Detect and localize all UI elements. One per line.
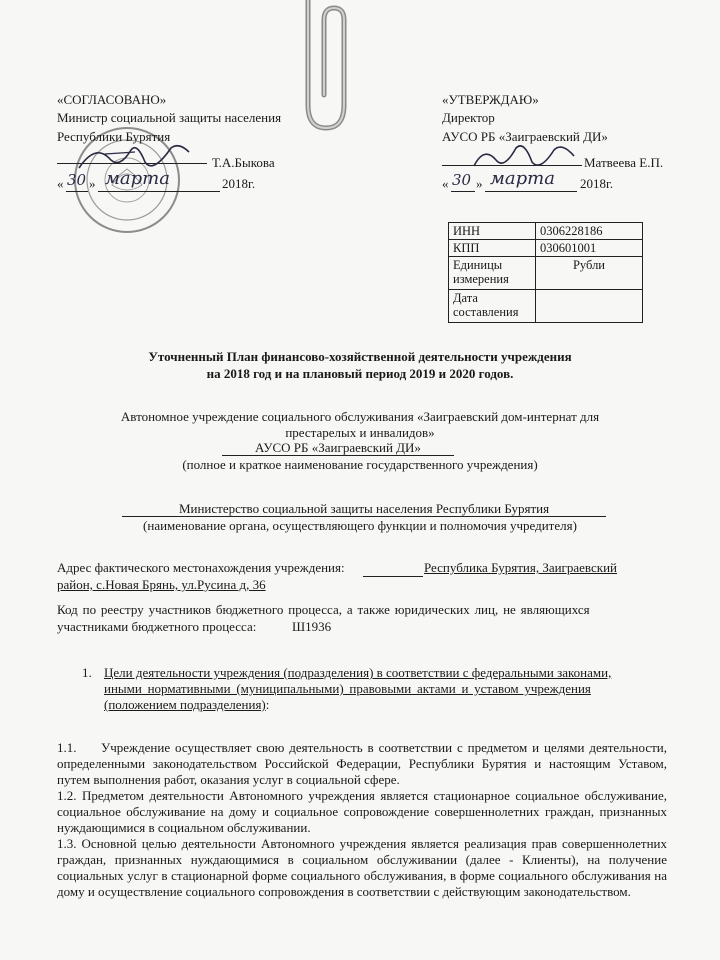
page-title-line1: Уточненный План финансово-хозяйственной деятельности учреждения [148, 349, 572, 364]
address-underline-pad [363, 576, 423, 577]
approval-right-date-day: 30 [452, 171, 472, 189]
approval-left-line1: Министр социальной защиты населения [57, 110, 282, 125]
approval-left-heading: «СОГЛАСОВАНО» [57, 92, 167, 107]
table-cell-label: Единицы измерения [449, 257, 536, 290]
section1-line2: иными нормативными (муниципальными) правовыми актами и уставом учреждения [104, 681, 591, 696]
approval-left-date-month: марта [105, 168, 170, 189]
page-title-line2: на 2018 год и на плановый период 2019 и 2020 годов. [206, 366, 514, 381]
section1-colon: : [265, 697, 270, 712]
section1-line3: (положением подразделения) [104, 697, 266, 712]
page-title [0, 348, 720, 382]
date-month-line-left [98, 191, 220, 192]
approval-right-heading: «УТВЕРЖДАЮ» [442, 92, 539, 107]
table-cell-value: 0306228186 [536, 223, 643, 240]
date-month-line-right [485, 191, 577, 192]
approval-left-name: Т.А.Быкова [212, 155, 275, 170]
paragraph-1-3 [57, 836, 667, 900]
founder-caption: (наименование органа, осуществляющего функции и полномочия учредителя) [143, 518, 577, 533]
section1-line1: Цели деятельности учреждения (подразделения) в соответствии с федеральными законами, [104, 665, 612, 680]
section1-number: 1. [82, 665, 92, 680]
table-row [449, 257, 643, 290]
table-cell-label: ИНН [449, 223, 536, 240]
approval-left-date-day: 30 [67, 171, 87, 189]
approval-right-name: Матвеева Е.П. [584, 155, 664, 170]
paragraph-number: 1.2. [57, 788, 77, 803]
address-value-line1: Республика Бурятия, Заиграевский [424, 560, 617, 575]
paragraph-1-1 [57, 740, 667, 788]
address-value-line2: район, с.Новая Брянь, ул.Русина д, 36 [57, 577, 266, 592]
table-row [449, 290, 643, 323]
paragraph-number: 1.3. [57, 836, 77, 851]
table-row [449, 223, 643, 240]
approval-right-date-month: марта [490, 168, 555, 189]
paragraph-text: Предметом деятельности Автономного учреждения является стационарное социальное обслуживание, социальное обслуживание на дому и социальное сопровождение совершеннолетних граждан, признанных нуждающимися в социальном обслуживании. [57, 788, 667, 835]
approval-left-date-year: 2018г. [222, 176, 256, 191]
address-label: Адрес фактического местонахождения учреждения: [57, 560, 345, 575]
paragraph-text: Основной целью деятельности Автономного учреждения является реализация прав совершеннолетних граждан, признанных нуждающимися в социальном обслуживании (далее - Клиенты), на получение социальных услуг в стационарной форме социального обслуживания, в форме социального обслуживания на дому и осуществление социального сопровождения в соответствии с действующим законодательством. [57, 836, 668, 899]
paragraph-text: Учреждение осуществляет свою деятельность в соответствии с предметом и целями деятельности, определенными законодательством Российской Федерации, Республики Бурятия и настоящим Уставом, путем выполнения работ, оказания услуг в социальной сфере. [57, 740, 668, 787]
institution-block [50, 409, 670, 441]
institution-name-line2: престарелых и инвалидов» [285, 425, 435, 440]
paragraph-1-2 [57, 788, 667, 836]
approval-right-date-open: « [442, 176, 449, 191]
table-cell-value [536, 290, 643, 323]
approval-left-date-open: « [57, 176, 64, 191]
paragraph-number: 1.1. [57, 740, 77, 755]
date-day-line-left [66, 191, 88, 192]
registry-text-line1: Код по реестру участников бюджетного процесса, а также юридических лиц, не являющихся [57, 602, 590, 617]
approval-right-line2: АУСО РБ «Заиграевский ДИ» [442, 129, 608, 144]
registry-code: Ш1936 [292, 619, 332, 634]
approval-right-date-year: 2018г. [580, 176, 614, 191]
table-cell-value: 030601001 [536, 240, 643, 257]
founder-name: Министерство социальной защиты населения Республики Бурятия [178, 501, 550, 516]
approval-left-date-mid: » [89, 176, 96, 191]
approval-right-line1: Директор [442, 110, 495, 125]
table-row [449, 240, 643, 257]
section1-heading [104, 665, 666, 713]
approval-right-date-mid: » [476, 176, 483, 191]
registry-text-line2: участниками бюджетного процесса: [57, 619, 257, 634]
institution-caption: (полное и краткое наименование государственного учреждения) [182, 457, 538, 472]
paperclip-icon [296, 0, 356, 135]
approval-left-line2: Республики Бурятия [57, 129, 171, 144]
institution-short-name: АУСО РБ «Заиграевский ДИ» [255, 440, 421, 455]
date-day-line-right [451, 191, 475, 192]
table-cell-value: Рубли [536, 257, 643, 290]
table-cell-label: Дата составления [449, 290, 536, 323]
table-cell-label: КПП [449, 240, 536, 257]
codes-table [448, 222, 643, 323]
institution-name-line1: Автономное учреждение социального обслуживания «Заиграевский дом-интернат для [120, 409, 600, 424]
